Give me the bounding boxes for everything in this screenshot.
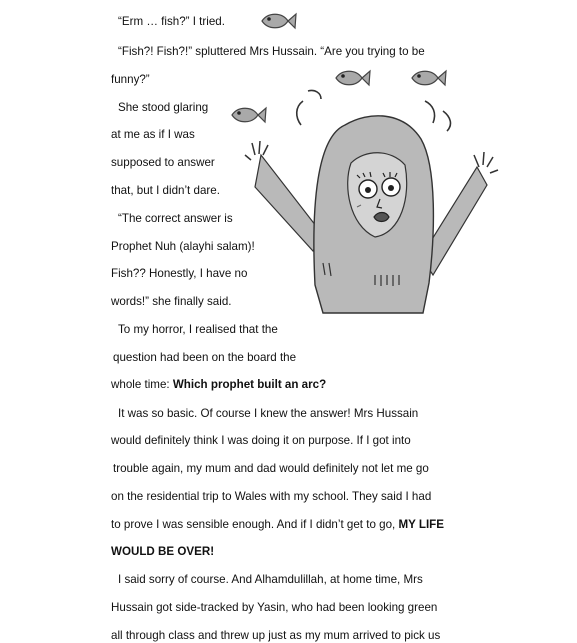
fish-icon xyxy=(258,10,298,32)
text-line-5: at me as if I was xyxy=(111,128,195,141)
text-line-17: trouble again, my mum and dad would definitely not let me go xyxy=(113,462,429,475)
text-line-1: “Erm … fish?” I tried. xyxy=(118,15,225,28)
text-line-19 xyxy=(111,518,444,532)
text-line-2: “Fish?! Fish?!” spluttered Mrs Hussain. “Are you trying to be xyxy=(118,45,425,58)
text-line-20: WOULD BE OVER! xyxy=(111,545,215,558)
text-line-14-plain: whole time: xyxy=(111,378,173,391)
text-line-22: Hussain got side-tracked by Yasin, who had been looking green xyxy=(111,601,438,614)
text-line-11: words!” she finally said. xyxy=(111,295,232,308)
text-line-14 xyxy=(111,378,326,392)
text-line-13: question had been on the board the xyxy=(113,351,297,364)
text-line-6: supposed to answer xyxy=(111,156,215,169)
text-line-23: all through class and threw up just as my mum arrived to pick us xyxy=(111,629,441,642)
text-line-19-bold: MY LIFE xyxy=(398,518,444,531)
text-line-14-bold: Which prophet built an arc? xyxy=(172,378,327,391)
text-line-7: that, but I didn’t dare. xyxy=(111,184,220,197)
text-line-9: Prophet Nuh (alayhi salam)! xyxy=(111,240,255,253)
girl-illustration xyxy=(225,85,515,320)
text-line-19-plain: to prove I was sensible enough. And if I didn’t get to go, xyxy=(111,518,399,531)
text-line-8: “The correct answer is xyxy=(118,212,233,225)
text-line-18: on the residential trip to Wales with my school. They said I had xyxy=(111,490,432,503)
text-line-4: She stood glaring xyxy=(118,101,209,114)
text-line-12: To my horror, I realised that the xyxy=(118,323,278,336)
text-line-16: would definitely think I was doing it on purpose. If I got into xyxy=(111,434,411,447)
text-line-10: Fish?? Honestly, I have no xyxy=(111,267,248,280)
text-line-15: It was so basic. Of course I knew the answer! Mrs Hussain xyxy=(118,407,419,420)
text-line-21: I said sorry of course. And Alhamdulillah, at home time, Mrs xyxy=(118,573,423,586)
text-line-3: funny?” xyxy=(111,73,150,86)
